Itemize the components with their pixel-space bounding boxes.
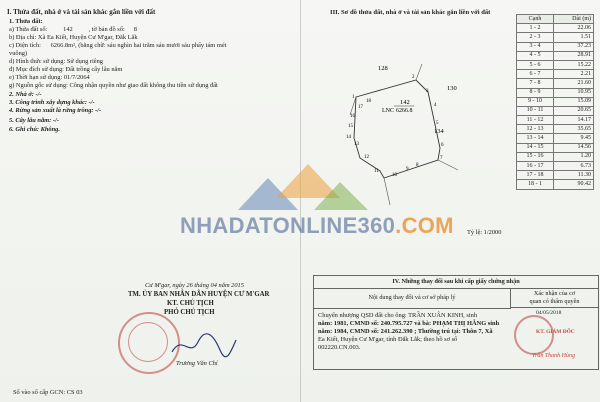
table-row [517, 162, 594, 171]
table-row [517, 116, 594, 125]
neighbor-label-130: 130 [447, 85, 457, 92]
table-row [517, 42, 594, 51]
vertex-label: 6 [441, 143, 444, 148]
edge-cell: 17 - 18 [517, 171, 554, 180]
map-sheet-number: 8 [133, 26, 137, 33]
length-cell: 10.95 [554, 88, 594, 97]
table-row [517, 134, 594, 143]
confirm-name: Trần Thanh Hùng [532, 353, 576, 359]
signer-capacity: KT. CHỦ TỊCH [167, 300, 214, 307]
edge-table-header [517, 15, 594, 24]
vertex-label: 14 [346, 135, 351, 140]
change-line: năm: 1984, CMND số: 241.262.390 ; Thường trú tại: Thôn 7, Xã [318, 328, 493, 335]
table-row [517, 171, 594, 180]
length-cell: 37.23 [554, 42, 594, 51]
edge-cell: 15 - 16 [517, 152, 554, 161]
usage-form: d) Hình thức sử dụng: Sử dụng riêng [9, 58, 103, 65]
vertex-label: 8 [416, 163, 419, 168]
edge-cell: 2 - 3 [517, 33, 554, 42]
section-1-heading: I. Thửa đất, nhà ở và tài sản khác gắn liền với đất [7, 8, 156, 16]
edge-cell: 9 - 10 [517, 97, 554, 106]
table-row [517, 180, 594, 189]
change-line: năm: 1981, CMND số: 240.795.727 và bà: PHẠM THỊ HẰNG sinh [318, 320, 500, 327]
neighbor-label-134: 134 [434, 128, 444, 135]
length-cell: 1.51 [554, 33, 594, 42]
change-line: Ea Kiết, Huyện Cư M'gar, tỉnh Đắk Lắk; theo hồ sơ số [318, 336, 458, 343]
length-cell: 22.06 [554, 24, 594, 33]
length-cell: 20.65 [554, 106, 594, 115]
edge-cell: 18 - 1 [517, 180, 554, 189]
table-row [517, 125, 594, 134]
vertex-label: 1 [352, 95, 355, 100]
map-sheet-label: , tờ bản đồ số: [88, 26, 125, 33]
watermark-house-logo [228, 150, 378, 214]
vertex-label: 17 [358, 105, 363, 110]
length-cell: 14.17 [554, 116, 594, 125]
place-and-date: Cư M'gar, ngày 26 tháng 04 năm 2015 [145, 282, 244, 289]
neighbor-boundary-line [384, 178, 390, 205]
table-row [517, 33, 594, 42]
area-label: c) Diện tích: [9, 42, 41, 49]
certificate-book-number: Số vào sổ cấp GCN: CS 03 [13, 389, 83, 396]
table-row [517, 24, 594, 33]
vertex-label: 3 [426, 89, 429, 94]
authority-confirm-header [511, 288, 598, 308]
edge-cell: 10 - 11 [517, 106, 554, 115]
vertex-label: 7 [440, 156, 443, 161]
table-row [517, 88, 594, 97]
edge-cell: 14 - 15 [517, 143, 554, 152]
signature-scribble-icon [168, 330, 238, 360]
table-row [517, 97, 594, 106]
section-4-heading: IV. Những thay đổi sau khi cấp giấy chứng nhận [314, 276, 598, 289]
length-cell: 15.09 [554, 97, 594, 106]
table-row [517, 106, 594, 115]
edge-cell: 3 - 4 [517, 42, 554, 51]
vertex-label: 13 [354, 142, 359, 147]
area-in-words: (bằng chữ: sáu nghìn hai trăm sáu mươi sáu phẩy tám mét [78, 42, 227, 49]
notes-row: 6. Ghi chú: Không. [9, 126, 60, 133]
official-seal-inner-ring [128, 322, 168, 362]
parcel-area-on-map: 6266.8 [396, 108, 413, 114]
length-col-header: Dài (m) [554, 15, 594, 24]
area-row [9, 42, 226, 50]
vertex-label: 2 [412, 75, 415, 80]
vertex-label: 4 [434, 103, 437, 108]
confirm-title: KT. GIÁM ĐỐC [536, 329, 575, 335]
neighbor-label-128: 128 [378, 65, 388, 72]
edge-cell: 8 - 9 [517, 88, 554, 97]
neighbor-boundary-line [416, 64, 422, 80]
section-3-heading: III. Sơ đồ thửa đất, nhà ở và tài sản khác gắn liền với đất [330, 9, 491, 16]
parcel-number: 142 [63, 26, 73, 33]
address: b) Địa chỉ: Xã Ea Kiết, Huyện Cư M'gar, Đăk Lăk [9, 34, 138, 41]
edge-cell: 13 - 14 [517, 134, 554, 143]
changes-body [314, 309, 598, 369]
change-line: 002220.CN.003. [318, 344, 361, 351]
table-row [517, 79, 594, 88]
length-cell: 14.56 [554, 143, 594, 152]
parcel-number-row [9, 26, 144, 34]
area-in-words-cont: vuông) [9, 50, 28, 57]
vertex-label: 12 [364, 155, 369, 160]
edge-cell: 11 - 12 [517, 116, 554, 125]
vertex-label: 11 [374, 169, 379, 174]
edge-col-header: Cạnh [517, 15, 554, 24]
edge-cell: 4 - 5 [517, 51, 554, 60]
edge-cell: 16 - 17 [517, 162, 554, 171]
length-cell: 11.30 [554, 171, 594, 180]
length-cell: 21.60 [554, 79, 594, 88]
edge-length-table [516, 14, 594, 190]
planted-forest-row: 4. Rừng sản xuất là rừng trồng: -/- [9, 107, 102, 114]
signer-name: Trương Văn Chí [176, 360, 218, 367]
length-cell: 35.65 [554, 125, 594, 134]
changes-content-header: Nội dung thay đổi và cơ sở pháp lý [314, 288, 511, 309]
watermark-brand: NHADATONLINE360 [180, 213, 396, 238]
perennial-trees-row: 5. Cây lâu năm: -/- [9, 117, 59, 124]
vertex-label: 5 [436, 121, 439, 126]
house-row: 2. Nhà ở: -/- [9, 91, 42, 98]
authority-confirm-header-line1: Xác nhận của cơ [533, 290, 576, 297]
length-cell: 9.45 [554, 134, 594, 143]
usage-term: e) Thời hạn sử dụng: 01/7/2064 [9, 74, 90, 81]
edge-cell: 5 - 6 [517, 60, 554, 69]
length-cell: 90.42 [554, 180, 594, 189]
confirm-date: 04/05/2018 [536, 310, 562, 316]
table-row [517, 51, 594, 60]
parcel-number-on-map: 142 [400, 99, 410, 106]
vertex-label: 10 [392, 173, 397, 178]
changes-table [313, 275, 599, 370]
table-row [517, 70, 594, 79]
length-cell: 28.91 [554, 51, 594, 60]
vertex-label: 15 [348, 124, 353, 129]
neighbor-boundary-line [438, 160, 458, 170]
land-type-code: LNC [382, 108, 394, 114]
length-cell: 1.20 [554, 152, 594, 161]
usage-purpose: đ) Mục đích sử dụng: Đất trồng cây lâu năm [9, 66, 123, 73]
other-construction-row: 3. Công trình xây dựng khác: -/- [9, 99, 95, 106]
area-value: 6266.8m², [50, 42, 77, 49]
vertex-label: 9 [406, 167, 409, 172]
parcel-heading: 1. Thửa đất: [9, 18, 43, 25]
edge-cell: 6 - 7 [517, 70, 554, 79]
edge-cell: 7 - 8 [517, 79, 554, 88]
vertex-label: 18 [366, 99, 371, 104]
length-cell: 6.73 [554, 162, 594, 171]
length-cell: 2.21 [554, 70, 594, 79]
change-line: Chuyển nhượng QSD đất cho ông: TRẦN XUÂN KINH, sinh [318, 312, 478, 319]
table-row [517, 143, 594, 152]
edge-cell: 1 - 2 [517, 24, 554, 33]
watermark-text [180, 213, 454, 239]
table-row [517, 60, 594, 69]
vertex-label: 16 [350, 114, 355, 119]
issuing-authority: TM. ỦY BAN NHÂN DÂN HUYỆN CƯ M'GAR [128, 291, 270, 298]
table-row [517, 152, 594, 161]
usage-origin: g) Nguồn gốc sử dụng: Công nhận quyền như giao đất không thu tiền sử dụng đất [9, 82, 218, 89]
edge-cell: 12 - 13 [517, 125, 554, 134]
length-cell: 15.22 [554, 60, 594, 69]
map-scale: Tỷ lệ: 1/2000 [467, 229, 502, 236]
signer-role: PHÓ CHỦ TỊCH [164, 309, 215, 316]
parcel-number-label: a) Thửa đất số: [9, 26, 48, 33]
watermark-suffix: .COM [395, 213, 454, 238]
authority-confirm-header-line2: quan có thẩm quyền [529, 298, 580, 305]
